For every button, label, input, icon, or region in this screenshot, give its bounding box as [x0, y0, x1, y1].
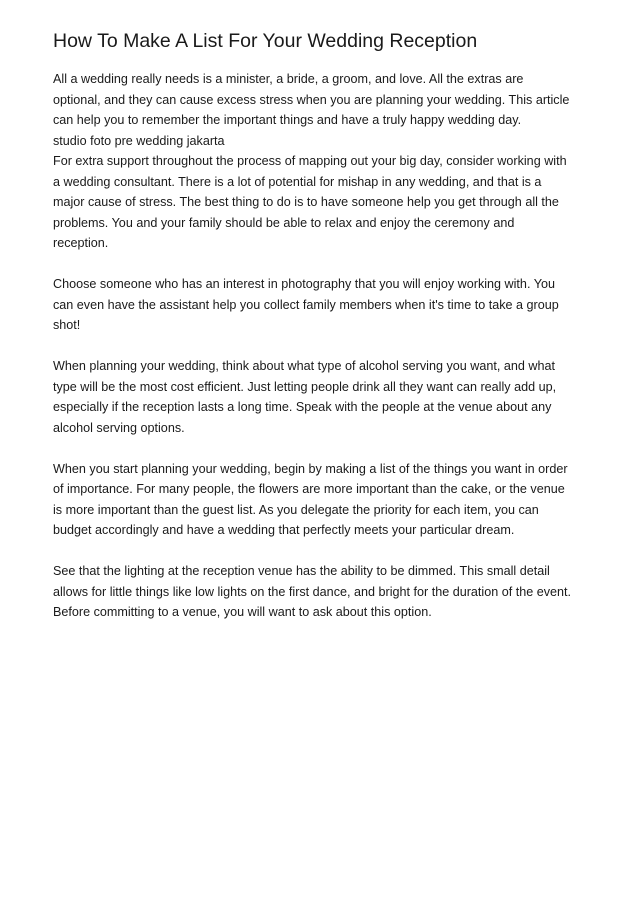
- paragraph-line: All a wedding really needs is a minister, a bride, a groom, and love. All the extras are: [53, 72, 524, 86]
- paragraph-line: When planning your wedding, think about what type of alcohol serving you want, and what: [53, 359, 555, 373]
- paragraph-line: especially if the reception lasts a long time. Speak with the people at the venue about any: [53, 400, 552, 414]
- paragraph-line: See that the lighting at the reception venue has the ability to be dimmed. This small detail: [53, 564, 550, 578]
- document-page: [53, 28, 593, 643]
- paragraph-line: shot!: [53, 318, 81, 332]
- paragraph-line: For extra support throughout the process of mapping out your big day, consider working with: [53, 154, 567, 168]
- body-paragraph: [53, 274, 593, 336]
- paragraph-line: alcohol serving options.: [53, 420, 185, 435]
- body-paragraph: [53, 459, 593, 541]
- paragraph-line: can even have the assistant help you collect family members when it's time to take a group: [53, 297, 559, 312]
- paragraph-line: Choose someone who has an interest in photography that you will enjoy working with. You: [53, 277, 555, 291]
- body-paragraph: [53, 356, 593, 438]
- document-title: How To Make A List For Your Wedding Reception: [53, 30, 478, 52]
- paragraph-line: a wedding consultant. There is a lot of potential for mishap in any wedding, and that is a: [53, 174, 542, 189]
- paragraph-line: reception.: [53, 236, 109, 250]
- paragraph-line: Before committing to a venue, you will want to ask about this option.: [53, 605, 432, 619]
- paragraph-line: studio foto pre wedding jakarta: [53, 133, 225, 148]
- paragraph-line: budget accordingly and have a wedding that perfectly meets your particular dream.: [53, 523, 515, 537]
- paragraph-line: problems. You and your family should be able to relax and enjoy the ceremony and: [53, 215, 515, 230]
- body-paragraph: [53, 561, 593, 623]
- body-paragraph: [53, 69, 593, 254]
- paragraph-line: of importance. For many people, the flowers are more important than the cake, or the venue: [53, 482, 565, 496]
- paragraph-line: When you start planning your wedding, begin by making a list of the things you want in order: [53, 461, 568, 476]
- paragraph-line: allows for little things like low lights on the first dance, and bright for the duration of the event.: [53, 584, 572, 599]
- paragraph-line: major cause of stress. The best thing to do is to have someone help you get through all the: [53, 195, 559, 209]
- paragraph-line: optional, and they can cause excess stress when you are planning your wedding. This article: [53, 92, 570, 107]
- paragraph-line: type will be the most cost efficient. Just letting people drink all they want can really add up,: [53, 379, 557, 394]
- paragraph-line: is more important than the guest list. As you delegate the priority for each item, you can: [53, 502, 539, 517]
- document-body: [53, 69, 593, 623]
- paragraph-line: can help you to remember the important things and have a truly happy wedding day.: [53, 113, 522, 127]
